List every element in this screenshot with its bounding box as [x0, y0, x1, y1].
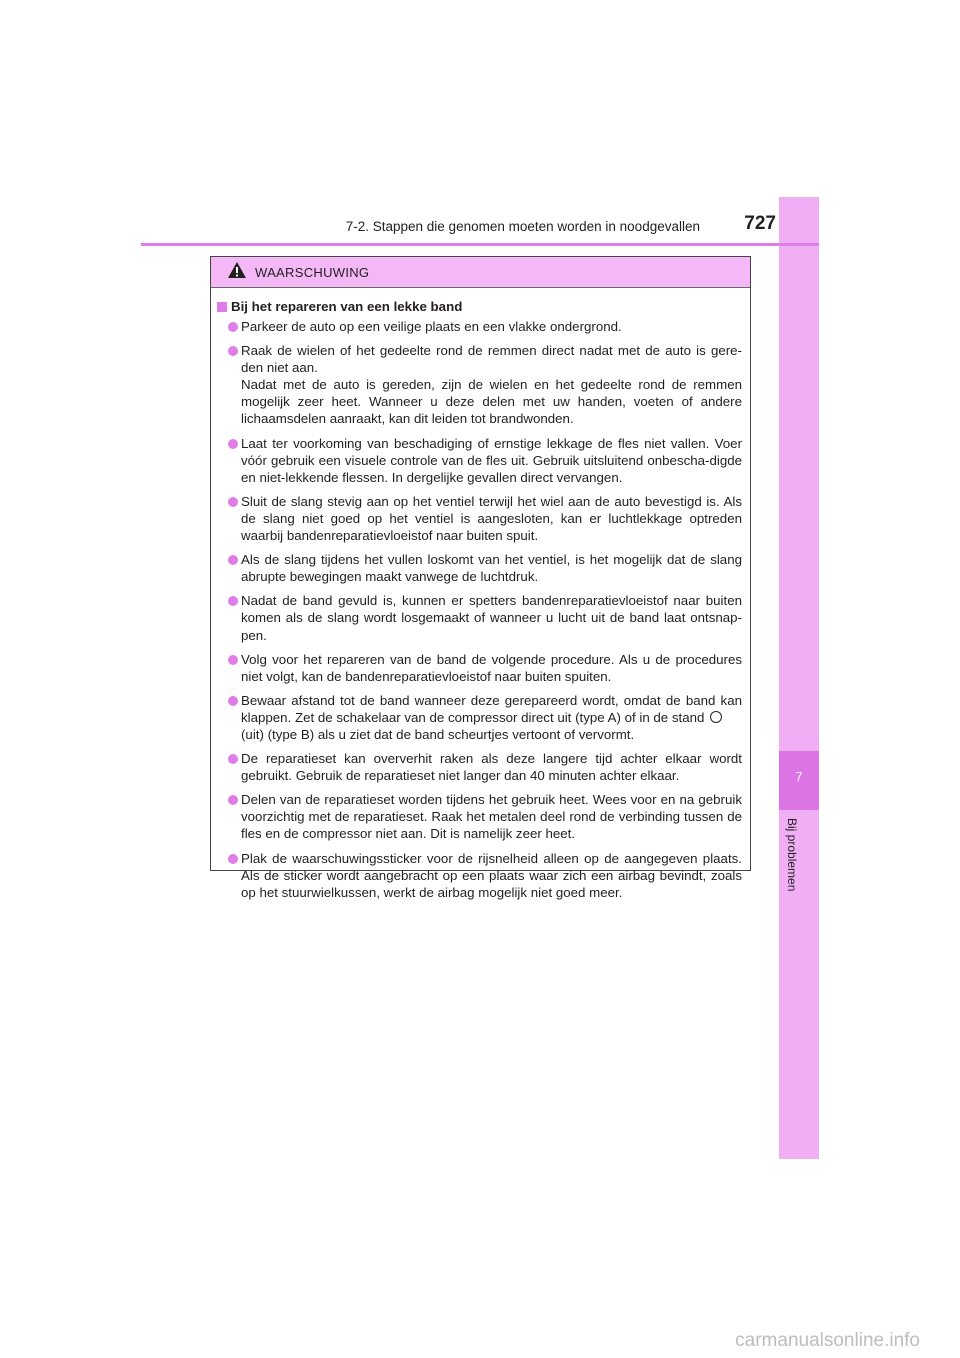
bullet-dot-icon — [228, 439, 238, 449]
list-item-text: Laat ter voorkoming van beschadiging of ernstige lekkage de fles niet vallen. Voer vóór gebruik een visuele controle van de fles uit. Gebruik uitsluitend onbescha-digde en niet-lekkende flessen. In dergelijke gevallen direct vervangen. — [241, 435, 742, 485]
off-circle-icon — [710, 711, 722, 723]
bullet-dot-icon — [228, 497, 238, 507]
list-item-text: Nadat de band gevuld is, kunnen er spetters bandenreparatievloeistof naar buiten komen als de slang wordt losgemaakt of wanneer u lucht uit de band laat ontsnap-pen. — [241, 593, 742, 643]
warning-box — [210, 256, 751, 900]
list-item — [217, 692, 742, 743]
bullet-dot-icon — [228, 596, 238, 606]
bullet-dot-icon — [228, 322, 238, 332]
page-number: 727 — [744, 213, 776, 234]
list-item — [217, 493, 742, 544]
warning-list — [217, 318, 742, 901]
bullet-dot-icon — [228, 696, 238, 706]
list-item-text: De reparatieset kan oververhit raken als deze langere tijd achter elkaar wordt gebruikt. Gebruik de reparatieset niet langer dan 40 minuten achter elkaar. — [241, 751, 742, 784]
bullet-dot-icon — [228, 655, 238, 665]
warning-section-title-text: Bij het repareren van een lekke band — [231, 299, 463, 314]
bullet-dot-icon — [228, 754, 238, 764]
bullet-dot-icon — [228, 346, 238, 356]
list-item-text: Bewaar afstand tot de band wanneer deze gerepareerd wordt, omdat de band kan klappen. Zet de schakelaar van de compressor direct uit (type A) of in de stand — [241, 692, 742, 725]
bullet-dot-icon — [228, 795, 238, 805]
list-item-text: Sluit de slang stevig aan op het ventiel terwijl het wiel aan de auto bevestigd is. Als de slang niet goed op het ventiel is aangesloten, kan er luchtlekkage optreden waarbij bandenreparatievloeistof naar buiten spuit. — [241, 493, 742, 544]
list-item — [217, 850, 742, 901]
section-header: 7-2. Stappen die genomen moeten worden in noodgevallen — [345, 219, 700, 234]
list-item — [217, 651, 742, 685]
list-item-text: Parkeer de auto op een veilige plaats en een vlakke ondergrond. — [241, 319, 622, 334]
warning-body — [211, 288, 750, 901]
list-item — [217, 750, 742, 784]
list-item-text: (uit) (type B) als u ziet dat de band scheurtjes vertoont of vervormt. — [241, 726, 635, 742]
list-item — [217, 435, 742, 486]
list-item — [217, 318, 742, 335]
list-item-text: Volg voor het repareren van de band de volgende procedure. Als u de procedures niet volgt, kan de bandenreparatievloeistof naar buiten spuiten. — [241, 651, 742, 684]
chapter-title-text: Bij problemen — [785, 818, 799, 892]
chapter-title — [779, 810, 819, 920]
list-item-text: Plak de waarschuwingssticker voor de rijsnelheid alleen op de aangegeven plaats. Als de sticker wordt aangebracht op een plaats waar zich een airbag bevindt, zoals op het stuurwielkussen, werkt de airbag mogelijk niet goed meer. — [241, 850, 742, 900]
list-item — [217, 592, 742, 643]
list-item — [217, 791, 742, 842]
list-item-text: Delen van de reparatieset worden tijdens het gebruik heet. Wees voor en na gebruik voorzichtig met de reparatieset. Raak het metalen deel rond de verbinding tussen de fles en de compressor niet aan. Dit is namelijk zeer heet. — [241, 792, 742, 842]
header-rule — [141, 243, 819, 246]
list-item-text: Raak de wielen of het gedeelte rond de remmen direct nadat met de auto is gere-den niet aan. — [241, 343, 742, 376]
list-item-text: Nadat met de auto is gereden, zijn de wielen en het gedeelte rond de remmen mogelijk zeer heet. Wanneer u deze delen met uw handen, voeten of andere lichaamsdelen aanraakt, kan dit leiden tot brandwonden. — [241, 377, 742, 427]
warning-triangle-icon — [227, 261, 247, 279]
list-item — [217, 551, 742, 585]
warning-label: WAARSCHUWING — [255, 265, 370, 280]
square-bullet-icon — [217, 302, 227, 312]
watermark: carmanualsonline.info — [735, 1330, 920, 1351]
bullet-dot-icon — [228, 555, 238, 565]
list-item-text: Als de slang tijdens het vullen loskomt van het ventiel, is het mogelijk dat de slang abrupte bewegingen maakt vanwege de luchtdruk. — [241, 552, 742, 585]
list-item — [217, 342, 742, 427]
chapter-side-tab — [779, 197, 819, 1159]
chapter-number: 7 — [795, 769, 803, 784]
warning-header — [211, 257, 750, 288]
bullet-dot-icon — [228, 854, 238, 864]
warning-section-title — [217, 298, 742, 315]
